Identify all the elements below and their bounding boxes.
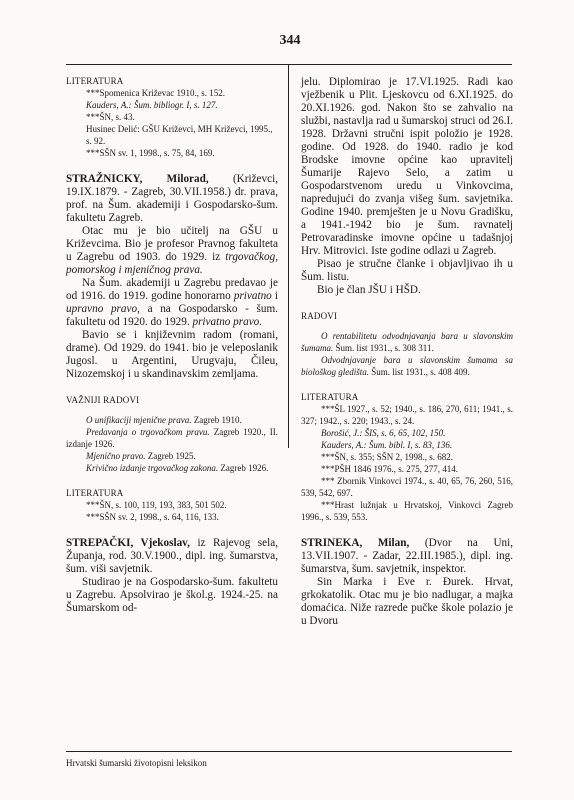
- literature-heading: LITERATURA: [66, 488, 124, 498]
- left-column: [66, 76, 278, 615]
- literature-item: ***Hrast lužnjak u Hrvatskoj, Vinkovci Zagreb 1996., s. 539, 553.: [301, 500, 513, 522]
- literature-item: ***ŠL 1927., s. 52; 1940., s. 186, 270, 611; 1941., s. 327; 1942., s. 220; 1943., s. 24.: [301, 404, 513, 426]
- work-item: Krivično izdanje trgovačkog zakona. Zagreb 1926.: [86, 463, 269, 473]
- works-list: [301, 330, 513, 378]
- works-list: [66, 414, 278, 474]
- entry-heading: STREPAČKI, Vjekoslav,: [66, 537, 190, 549]
- work-item: O rentabilitetu odvodnjavanja bara u slavonskim šumama. Šum. list 1931., s. 308 311.: [301, 331, 513, 353]
- literature-item: ***SŠN sv. 1, 1998., s. 75, 84, 169.: [86, 148, 215, 158]
- entry-straznicky: STRAŽNICKY, Milorad, (Križevci, 19.IX.1879. - Zagreb, 30.VII.1958.) dr. prava, prof. na Šum. akademiji i Gospodarsko-šum. fakultetu Zagreb. Otac mu je bio učitelj na GŠU u Križevcima. Bio je profesor Pravnog fakulteta u Zagrebu od 1903. do 1929. iz trgovačkog, pomorskog i mjeničnog prava. Na Šum. akademiji u Zagrebu predavao je od 1916. do 1919. godine honorarno privatno i upravno pravo, a na Gospodarsko - šum. fakultetu od 1920. do 1929. privatno pravo. Bavio se i književnim radom (romani, drame). Od 1929. do 1941. bio je veleposlanik Jugosl. u Argentini, Urugvaju, Čileu, Nizozemskoj i u skandinavskim zemljama.: [66, 173, 279, 380]
- literature-item: Kauders, A.: Šum. bibliogr. I, s. 127.: [86, 100, 218, 110]
- literature-item: ***SŠN sv. 2, 1998., s. 64, 116, 133.: [86, 512, 219, 522]
- literature-heading: LITERATURA: [301, 392, 359, 402]
- entry-heading: STRINEKA, Milan,: [301, 537, 410, 549]
- work-item: Predavanja o trgovačkom pravu. Zagreb 1920., II. izdanje 1926.: [66, 427, 279, 449]
- literature-item: ***ŠN, s. 100, 119, 193, 383, 501 502.: [86, 500, 227, 510]
- work-item: O unifikaciji mjenične prava. Zagreb 1910.: [86, 415, 242, 425]
- literature-list: [66, 499, 278, 523]
- literature-item: Husinec Delić: GŠU Križevci, MH Križevci, 1995., s. 92.: [86, 124, 273, 146]
- right-column: [301, 76, 513, 628]
- entry-heading: STRAŽNICKY, Milorad,: [66, 173, 209, 185]
- literature-heading: LITERATURA: [66, 76, 124, 86]
- footer-title: Hrvatski šumarski životopisni leksikon: [66, 758, 207, 768]
- literature-item: Kauders, A.: Šum. bibl. I, s. 83, 136.: [321, 440, 453, 450]
- literature-item: ***PŠH 1846 1976., s. 275, 277, 414.: [321, 464, 459, 474]
- literature-list: [66, 87, 278, 159]
- entry-strineka: STRINEKA, Milan, (Dvor na Uni, 13.VII.1907. - Zadar, 22.III.1985.), dipl. ing. šumarstva, šum. savjetnik, inspektor. Sin Marka i Eve r. Đurek. Hrvat, grkokatolik. Otac mu je bio nadlugar, a majka domaćica. Niže razrede pučke škole polazio je u Dvoru: [301, 537, 514, 627]
- works-heading: VAŽNIJI RADOVI: [66, 395, 140, 405]
- page-number: 344: [279, 33, 301, 48]
- works-heading: RADOVI: [301, 311, 338, 321]
- literature-list: [301, 403, 513, 523]
- literature-item: *** Zbornik Vinkovci 1974., s. 40, 65, 76, 260, 516, 539, 542, 697.: [301, 476, 513, 498]
- column-divider: [288, 64, 289, 448]
- literature-item: ***ŠN, s. 43.: [86, 112, 135, 122]
- top-rule: [66, 64, 512, 65]
- literature-item: Borošić, J.: ŠIS, s. 6, 65, 102, 150.: [321, 428, 446, 438]
- work-item: Odvodnjavanje bara u slavonskim šumama sa biološkog gledišta. Šum. list 1931., s. 408 409.: [301, 355, 513, 377]
- entry-strepacki-continued: jelu. Diplomirao je 17.VI.1925. Radi kao vježbenik u Plit. Ljeskovcu od 6.XI.1925. do 20.XI.1926. god. Nakon što se zahvalio na službi, nastavlja rad u šumarskoj struci od 26.I. 1928. Državni stručni ispit položio je 1928. godine. Od 1928. do 1940. radio je kod Brodske imovne općine kao upravitelj Šumarije Rajevo Selo, a zatim u Gospodarstvenom uredu u Vinkovcima, napredujući do zvanja višeg šum. savjetnika. Godine 1940. premješten je u Novu Gradišku, a 1941.-1942 bio je šum. ravnatelj Petrovaradinske imovne općine u tadašnjoj Hrv. Mitrovici. Iste godine odlazi u Zagreb. Pisao je stručne članke i objavljivao ih u Šum. listu. Bio je član JŠU i HŠD.: [301, 76, 513, 296]
- bottom-rule: [66, 751, 512, 752]
- literature-item: ***ŠN, s. 355; SŠN 2, 1998., s. 682.: [321, 452, 454, 462]
- work-item: Mjenično pravo. Zagreb 1925.: [86, 451, 196, 461]
- literature-item: ***Spomenica Križevac 1910., s. 152.: [86, 88, 225, 98]
- entry-strepacki: STREPAČKI, Vjekoslav, iz Rajevog sela, Županja, rod. 30.V.1900., dipl. ing. šumarstva, šum. viši savjetnik. Studirao je na Gospodarsko-šum. fakultetu u Zagrebu. Apsolvirao je škol.g. 1924.-25. na Šumarskom od-: [66, 537, 278, 614]
